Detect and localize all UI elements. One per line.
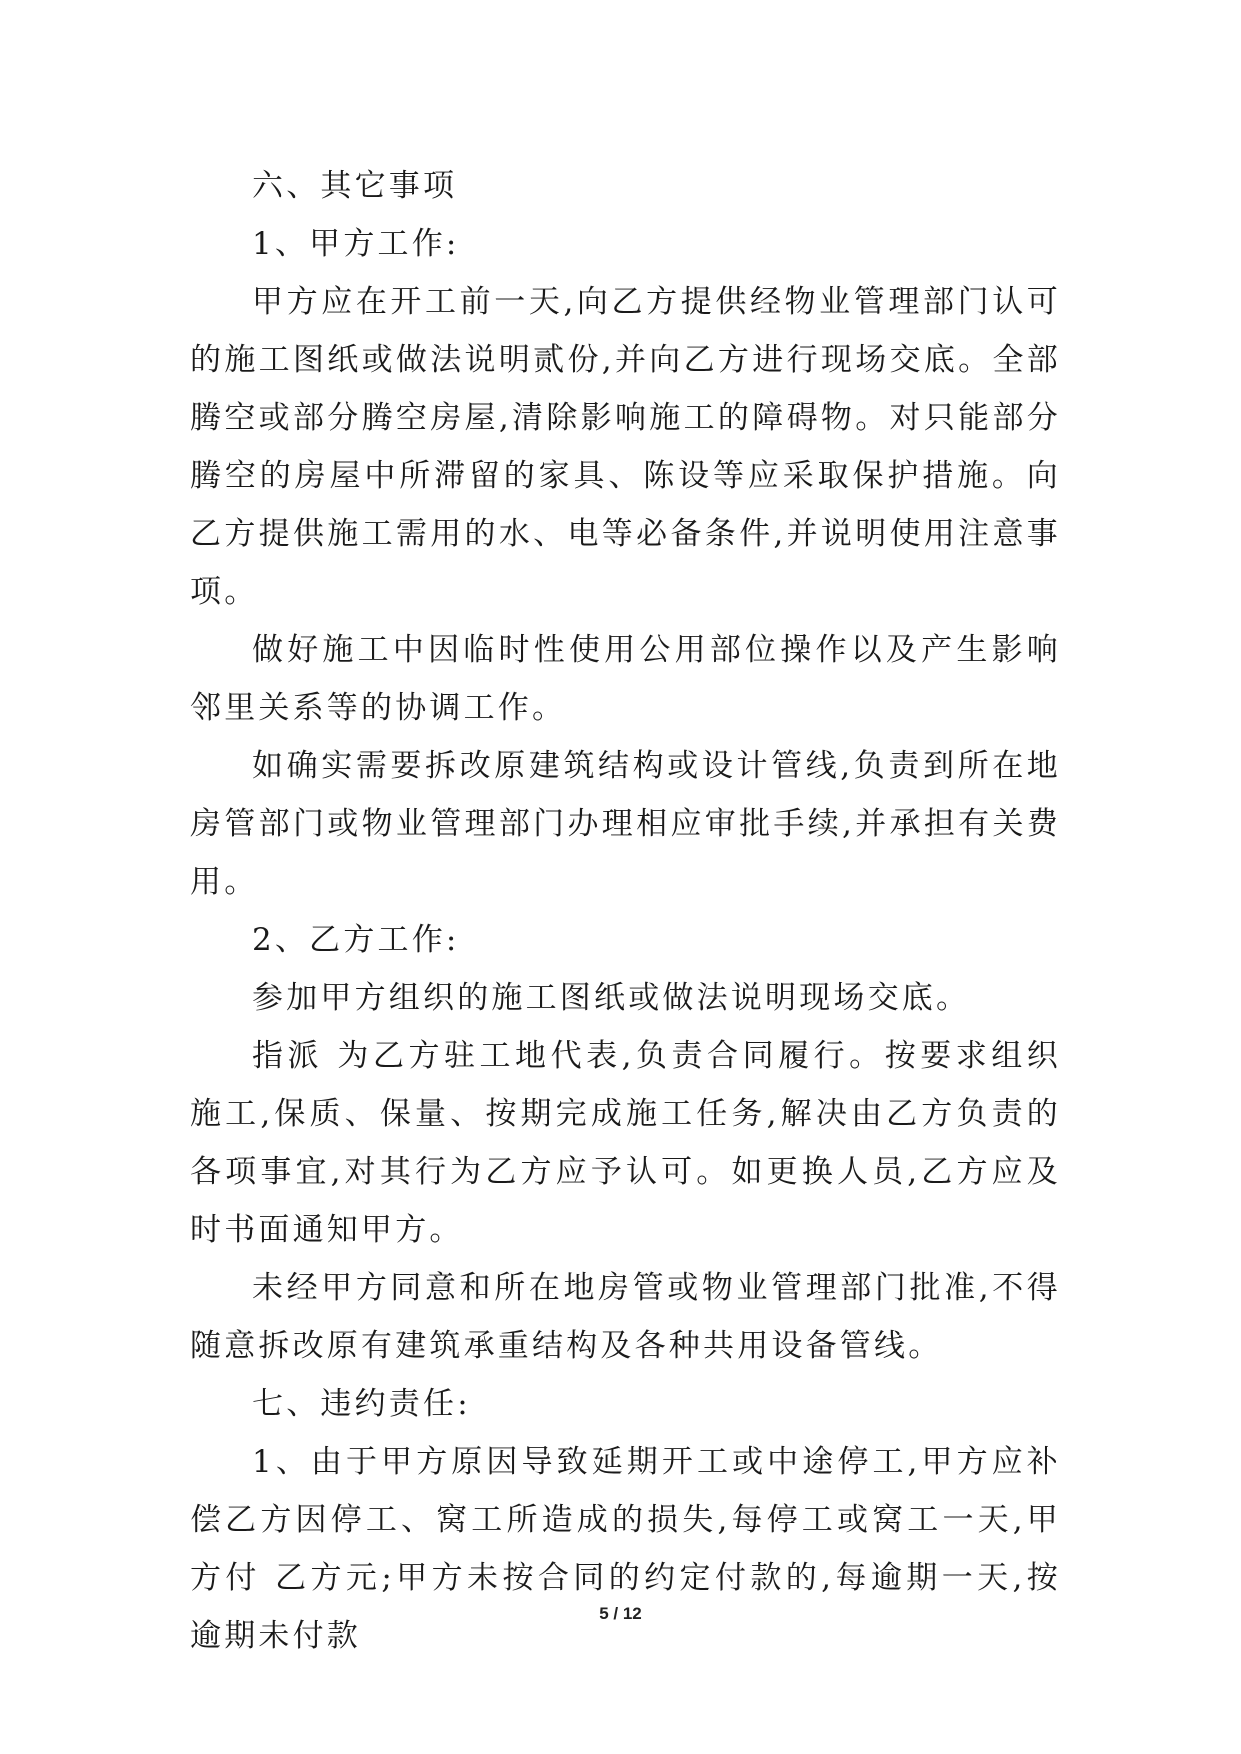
paragraph-site-representative: 指派 为乙方驻工地代表,负责合同履行。按要求组织施工,保质、保量、按期完成施工任务,解决由乙方负责的各项事宜,对其行为乙方应予认可。如更换人员,乙方应及时书面通知甲方。: [190, 1038, 1061, 1248]
subheading-party-a-work: 1、甲方工作:: [252, 226, 460, 262]
page-number: 5 / 12: [599, 1604, 642, 1623]
paragraph-site-briefing: 参加甲方组织的施工图纸或做法说明现场交底。: [252, 980, 971, 1016]
section-heading-liability: 七、违约责任:: [252, 1386, 471, 1422]
paragraph-neighbor-coordination: 做好施工中因临时性使用公用部位操作以及产生影响邻里关系等的协调工作。: [190, 632, 1061, 726]
paragraph-delay-compensation: 1、由于甲方原因导致延期开工或中途停工,甲方应补偿乙方因停工、窝工所造成的损失,每停工或窝工一天,甲方付 乙方元;甲方未按合同的约定付款的,每逾期一天,按逾期未付款: [190, 1444, 1061, 1654]
section-heading-other-matters: 六、其它事项: [252, 168, 458, 204]
paragraph-party-a-preparation: 甲方应在开工前一天,向乙方提供经物业管理部门认可的施工图纸或做法说明贰份,并向乙方进行现场交底。全部腾空或部分腾空房屋,清除影响施工的障碍物。对只能部分腾空的房屋中所滞留的家具、陈设等应采取保护措施。向乙方提供施工需用的水、电等必备条件,并说明使用注意事项。: [190, 284, 1061, 610]
paragraph-no-unauthorized-changes: 未经甲方同意和所在地房管或物业管理部门批准,不得随意拆改原有建筑承重结构及各种共用设备管线。: [190, 1270, 1061, 1364]
subheading-party-b-work: 2、乙方工作:: [252, 922, 460, 958]
document-body: [190, 157, 1061, 1665]
paragraph-structure-approval: 如确实需要拆改原建筑结构或设计管线,负责到所在地房管部门或物业管理部门办理相应审批手续,并承担有关费用。: [190, 748, 1061, 900]
